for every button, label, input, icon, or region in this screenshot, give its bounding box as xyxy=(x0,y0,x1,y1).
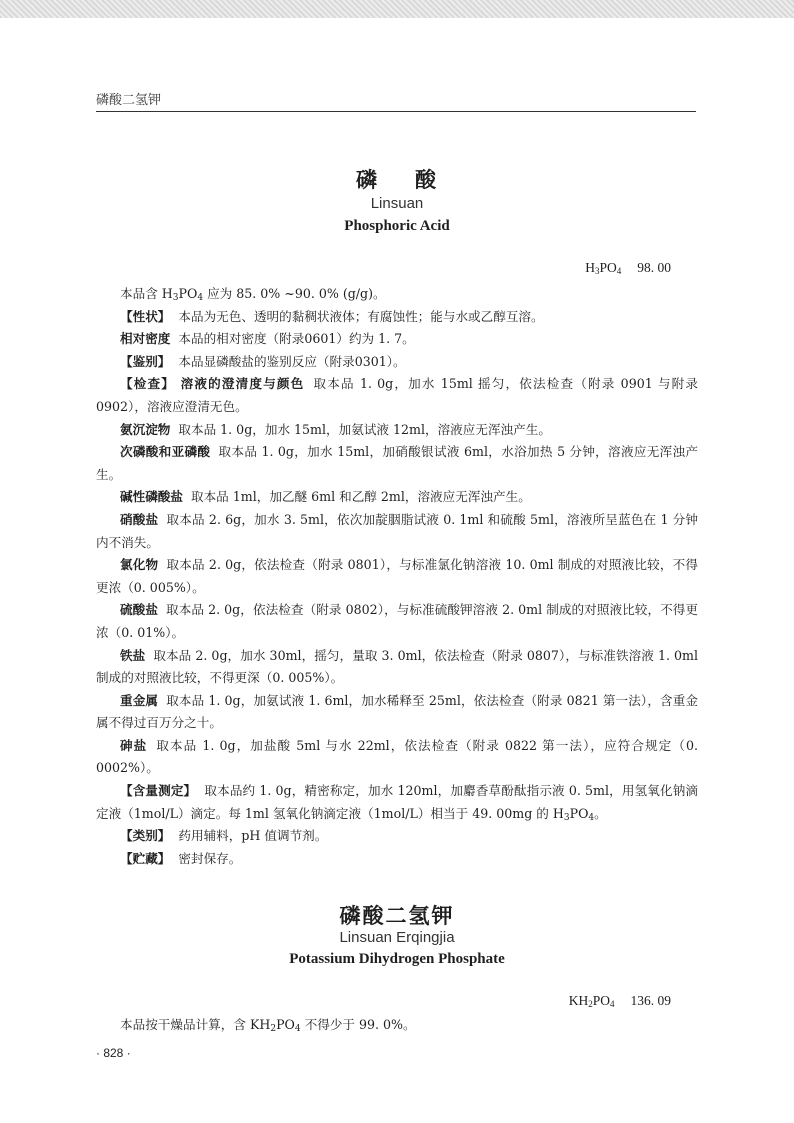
title-char-1: 磷 xyxy=(356,168,379,192)
monograph-title-pinyin: Linsuan xyxy=(370,195,424,212)
sulfate-paragraph: 硫酸盐 取本品 2. 0g，依法检查（附录 0802），与标准硫酸钾溶液 2. 0ml 制成的对照液比较，不得更浓（0. 01%）。 xyxy=(96,602,699,640)
relative-density-paragraph: 相对密度 本品的相对密度（附录0601）约为 1. 7。 xyxy=(120,331,415,347)
tests-clarity-paragraph: 【检查】 溶液的澄清度与颜色 取本品 1. 0g，加水 15ml 摇匀，依法检查（附录 0901 与附录 0902），溶液应澄清无色。 xyxy=(96,376,699,414)
monograph-title-english: Phosphoric Acid xyxy=(344,218,450,234)
arsenic-paragraph: 砷盐 取本品 1. 0g，加盐酸 5ml 与水 22ml，依法检查（附录 0822 第一法），应符合规定（0. 0002%）。 xyxy=(96,737,699,776)
monograph2-title-pinyin: Linsuan Erqingjia xyxy=(339,929,455,946)
scan-top-strip xyxy=(0,0,794,18)
monograph2-title-cn: 磷酸二氢钾 xyxy=(339,904,455,928)
hypophosphorous-paragraph: 次磷酸和亚磷酸 取本品 1. 0g，加水 15ml，加硝酸银试液 6ml，水浴加热 5 分钟，溶液应无浑浊产生。 xyxy=(96,444,698,482)
header-rule xyxy=(96,111,696,112)
iron-paragraph: 铁盐 取本品 2. 0g，加水 30ml，摇匀，量取 3. 0ml，依法检查（附录 0807），与标准铁溶液 1. 0ml 制成的对照液比较，不得更深（0. 005%）。 xyxy=(96,647,698,686)
running-head: 磷酸二氢钾 xyxy=(96,93,162,108)
monograph2-title-english: Potassium Dihydrogen Phosphate xyxy=(289,951,505,967)
ammonia-precipitate-paragraph: 氨沉淀物 取本品 1. 0g，加水 15ml，加氨试液 12ml，溶液应无浑浊产生。 xyxy=(120,421,551,437)
chloride-paragraph: 氯化物 取本品 2. 0g，依法检查（附录 0801），与标准氯化钠溶液 10. 0ml 制成的对照液比较，不得更浓（0. 005%）。 xyxy=(96,557,698,595)
monograph-body xyxy=(96,283,698,870)
description-paragraph: 【性状】 本品为无色、透明的黏稠状液体；有腐蚀性；能与水或乙醇互溶。 xyxy=(120,308,544,324)
assay-paragraph: 【含量测定】 取本品约 1. 0g，精密称定，加水 120ml，加麝香草酚酞指示液 0. 5ml，用氢氧化钠滴定液（1mol/L）滴定。每 1ml 氢氧化钠滴定液（1mol/L）相当于 49. 00mg 的 $H_3PO_4$。 xyxy=(96,783,698,823)
monograph-title-cn xyxy=(0,164,794,194)
molecular-weight-2: 136. 09 xyxy=(630,993,671,1008)
page-number: · 828 · xyxy=(96,1046,131,1060)
content-paragraph-2: 本品按干燥品计算，含 $KH_2PO_4$ 不得少于 99. 0%。 xyxy=(120,1017,416,1034)
nitrate-paragraph: 硝酸盐 取本品 2. 6g，加水 3. 5ml，依次加靛胭脂试液 0. 1ml 和硫酸 5ml，溶液所呈蓝色在 1 分钟内不消失。 xyxy=(96,511,698,550)
molecular-weight: 98. 00 xyxy=(637,260,671,275)
identification-paragraph: 【鉴别】 本品显磷酸盐的鉴别反应（附录0301）。 xyxy=(120,353,406,369)
content-paragraph: 本品含 $H_3PO_4$ 应为 85. 0% ~90. 0% (g/g)。 xyxy=(120,286,386,303)
alkaline-phosphate-paragraph: 碱性磷酸盐 取本品 1ml，加乙醚 6ml 和乙醇 2ml，溶液应无浑浊产生。 xyxy=(120,489,531,505)
title-char-2: 酸 xyxy=(415,168,438,192)
monograph2-body xyxy=(96,1014,698,1036)
molecular-formula: $H_3PO_4$ 98. 00 xyxy=(585,260,671,276)
category-paragraph: 【类别】 药用辅料，pH 值调节剂。 xyxy=(120,828,328,844)
molecular-formula-2: $KH_2PO_4$ 136. 09 xyxy=(568,993,671,1009)
storage-paragraph: 【贮藏】 密封保存。 xyxy=(120,850,242,866)
heavy-metals-paragraph: 重金属 取本品 1. 0g，加氨试液 1. 6ml，加水稀释至 25ml，依法检查（附录 0821 第一法），含重金属不得过百万分之十。 xyxy=(96,692,699,731)
